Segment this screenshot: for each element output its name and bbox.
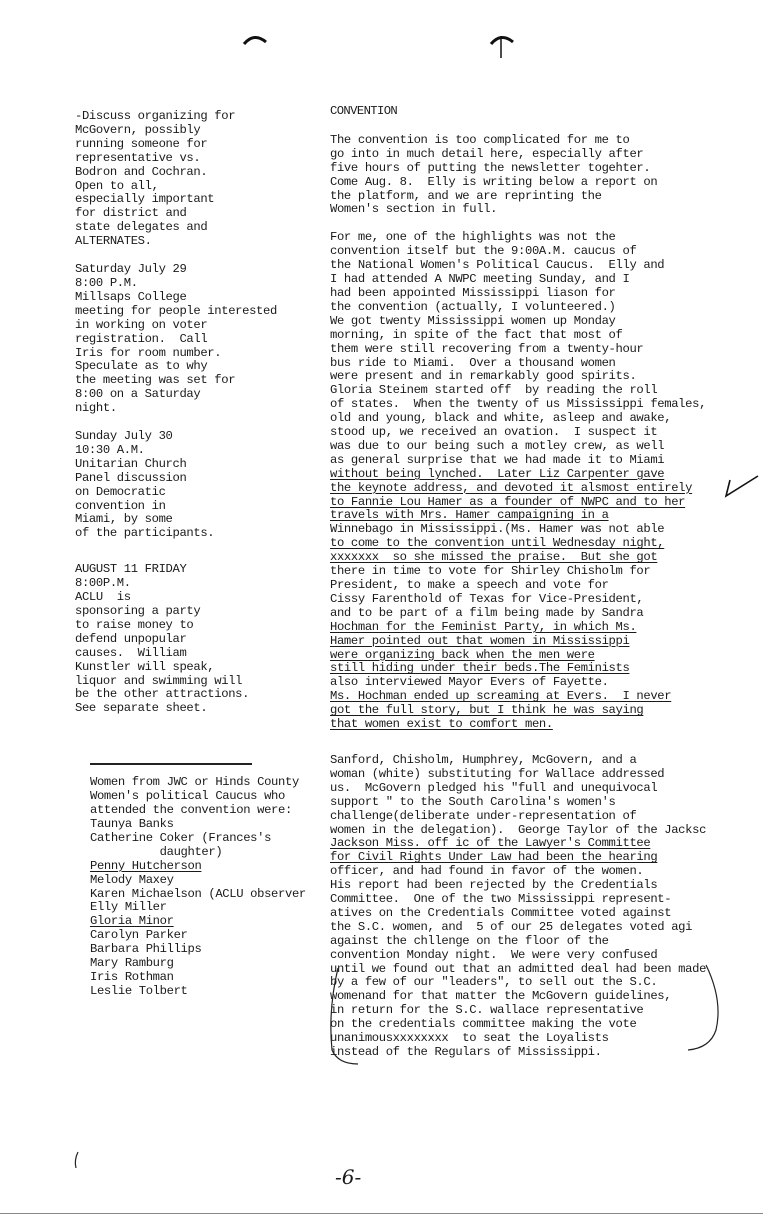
text-line: support " to the South Carolina's women's	[330, 794, 616, 809]
page-number: -6-	[335, 1165, 362, 1189]
text-line: Committee. One of the two Mississippi represent-	[330, 892, 672, 907]
text-line: had been appointed Mississippi liason for	[330, 285, 616, 300]
attendee-name: Mary Ramburg	[90, 956, 174, 971]
event-saturday-july-29	[75, 263, 325, 416]
paragraph-intro	[330, 134, 750, 217]
text-line: the National Women's Political Caucus. Elly and	[330, 258, 665, 273]
text-line: to Fannie Lou Hamer as a founder of NWPC and to her	[330, 494, 686, 509]
text-line: Cissy Farenthold of Texas for Vice-President,	[330, 591, 644, 606]
text-line: were organizing back when the men were	[330, 647, 595, 662]
attendee-name: Iris Rothman	[90, 969, 174, 984]
text-line: against the chllenge on the floor of the	[330, 933, 609, 948]
text-line: five hours of putting the newsletter togehter.	[330, 160, 651, 175]
text-line: without being lynched. Later Liz Carpenter gave	[330, 466, 665, 481]
text-line: 8:00 on a Saturday	[75, 387, 201, 402]
text-line: convention itself but the 9:00A.M. caucus of	[330, 244, 637, 259]
text-line: Bodron and Cochran.	[75, 164, 208, 179]
text-line: state delegates and	[75, 220, 208, 235]
attendee-name: Barbara Phillips	[90, 942, 202, 957]
attendee-name: Penny Hutcherson	[90, 858, 202, 873]
text-line: by a few of our "leaders", to sell out the S.C.	[330, 975, 658, 990]
hole-punch-mark-right	[487, 30, 517, 60]
text-line: morning, in spite of the fact that most of	[330, 327, 623, 342]
stray-mark	[72, 1150, 82, 1170]
text-line: that women exist to comfort men.	[330, 717, 553, 732]
text-line: President, to make a speech and vote for	[330, 578, 609, 592]
left-column	[75, 110, 325, 999]
attendee-name: Carolyn Parker	[90, 928, 188, 943]
text-line: Women from JWC or Hinds County	[90, 775, 299, 790]
text-line: running someone for	[75, 136, 208, 151]
text-line: liquor and swimming will	[75, 673, 243, 688]
text-line: of the participants.	[75, 526, 215, 541]
text-line: unanimousxxxxxxxx to seat the Loyalists	[330, 1031, 609, 1046]
text-line: Millsaps College	[75, 289, 187, 304]
text-line: Iris for room number.	[75, 345, 222, 360]
attendee-name: Karen Michaelson (ACLU observer	[90, 886, 306, 901]
text-line: McGovern, possibly	[75, 122, 201, 137]
text-line: ACLU is	[75, 590, 131, 605]
text-line: of states. When the twenty of us Mississippi females,	[330, 397, 707, 412]
text-line: were present and in remarkably good spirits.	[330, 369, 637, 384]
text-line: causes. William	[75, 645, 187, 660]
text-line: until we found out that an admitted deal had been made	[330, 961, 707, 976]
attendee-name: Catherine Coker (Frances's	[90, 830, 272, 845]
text-line: officer, and had found in favor of the women.	[330, 864, 644, 879]
attendee-name: Leslie Tolbert	[90, 983, 188, 998]
text-line: Come Aug. 8. Elly is writing below a report on	[330, 174, 658, 189]
text-line: as general surprise that we had made it to Miami	[330, 452, 665, 467]
text-line: still hiding under their beds.The Feminists	[330, 661, 630, 676]
text-line: Hamer pointed out that women in Mississippi	[330, 633, 630, 648]
text-line: 8:00 P.M.	[75, 275, 138, 290]
text-line: instead of the Regulars of Mississippi.	[330, 1045, 602, 1059]
text-line: atives on the Credentials Committee voted against	[330, 905, 672, 920]
text-line: stood up, we received an ovation. I suspect it	[330, 425, 658, 440]
text-line: AUGUST 11 FRIDAY	[75, 562, 187, 577]
text-line: Women's political Caucus who	[90, 789, 285, 804]
text-line: 8:00P.M.	[75, 576, 131, 591]
text-line: challenge(deliberate under-representation of	[330, 808, 637, 823]
attendee-name: daughter)	[90, 844, 223, 859]
text-line: attended the convention were:	[90, 803, 292, 818]
paragraph-highlights	[330, 231, 750, 732]
text-line: convention Monday night. We were very confused	[330, 947, 658, 962]
text-line: defend unpopular	[75, 631, 187, 646]
text-line: The convention is too complicated for me to	[330, 132, 630, 147]
scan-edge-line	[0, 1213, 763, 1214]
text-line: on Democratic	[75, 484, 166, 499]
text-line: in working on voter	[75, 317, 208, 332]
text-line: Unitarian Church	[75, 456, 187, 471]
text-line: xxxxxxx so she missed the praise. But she got	[330, 550, 658, 565]
text-line: See separate sheet.	[75, 701, 208, 716]
text-line: go into in much detail here, especially after	[330, 146, 644, 161]
text-line: woman (white) substituting for Wallace addressed	[330, 766, 665, 781]
attendee-name: Elly Miller	[90, 900, 167, 915]
text-line: old and young, black and white, asleep and awake,	[330, 411, 672, 426]
text-line: Speculate as to why	[75, 359, 208, 374]
text-line: Ms. Hochman ended up screaming at Evers. I never	[330, 689, 672, 704]
text-line: Sanford, Chisholm, Humphrey, McGovern, and a	[330, 752, 637, 767]
text-line: them were still recovering from a twenty-hour	[330, 341, 644, 356]
text-line: the meeting was set for	[75, 373, 236, 388]
text-line: the convention (actually, I volunteered.)	[330, 299, 616, 314]
text-line: there in time to vote for Shirley Chisholm for	[330, 564, 651, 579]
text-line: Saturday July 29	[75, 262, 187, 277]
attendees-intro	[90, 776, 325, 818]
text-line: for district and	[75, 206, 187, 221]
text-line: in return for the S.C. wallace representative	[330, 1003, 644, 1018]
text-line: For me, one of the highlights was not the	[330, 230, 616, 245]
text-line: to raise money to	[75, 617, 194, 632]
text-line: representative vs.	[75, 150, 201, 165]
text-line: Sunday July 30	[75, 429, 173, 444]
section-heading: CONVENTION	[330, 104, 398, 118]
text-line: bus ride to Miami. Over a thousand women	[330, 355, 616, 370]
text-line: ALTERNATES.	[75, 234, 152, 249]
text-line: be the other attractions.	[75, 687, 250, 702]
text-line: for Civil Rights Under Law had been the hearing	[330, 850, 658, 865]
text-line: -Discuss organizing for	[75, 109, 236, 123]
event-august-11	[75, 563, 325, 716]
text-line: the keynote address, and devoted it alsmost entirely	[330, 480, 693, 495]
attendee-name: Melody Maxey	[90, 872, 174, 887]
text-line: Winnebago in Mississippi.(Ms. Hamer was not able	[330, 522, 665, 537]
text-line: travels with Mrs. Hamer campaigning in a	[330, 508, 609, 523]
text-line: I had attended A NWPC meeting Sunday, and I	[330, 272, 630, 287]
text-line: convention in	[75, 498, 166, 513]
text-line: the S.C. women, and 5 of our 25 delegates voted agi	[330, 919, 693, 934]
text-line: We got twenty Mississippi women up Monday	[330, 313, 616, 328]
text-line: Hochman for the Feminist Party, in which Ms.	[330, 619, 637, 634]
text-line: women in the delegation). George Taylor of the Jacksc	[330, 822, 707, 837]
text-line: His report had been rejected by the Credentials	[330, 878, 658, 893]
text-line: womenand for that matter the McGovern guidelines,	[330, 989, 672, 1004]
text-line: Women's section in full.	[330, 202, 498, 217]
text-line: registration. Call	[75, 331, 208, 346]
event-sunday-july-30	[75, 430, 325, 541]
text-line: and to be part of a film being made by Sandra	[330, 605, 644, 620]
text-line: Jackson Miss. off ic of the Lawyer's Committee	[330, 836, 651, 851]
text-line: Panel discussion	[75, 470, 187, 485]
text-line: was due to our being such a motley crew, as well	[330, 438, 665, 453]
text-line: on the credentials committee making the vote	[330, 1017, 637, 1032]
attendee-list	[90, 818, 325, 999]
text-line: also interviewed Mayor Evers of Fayette.	[330, 675, 609, 690]
attendee-name: Gloria Minor	[90, 914, 174, 929]
text-line: Kunstler will speak,	[75, 659, 215, 674]
text-line: got the full story, but I think he was saying	[330, 703, 644, 718]
event-organizing-mcgovern	[75, 110, 325, 249]
hole-punch-mark-left	[240, 30, 270, 50]
text-line: Gloria Steinem started off by reading the roll	[330, 383, 658, 398]
text-line: night.	[75, 401, 117, 416]
text-line: to come to the convention until Wednesday night,	[330, 536, 665, 551]
checkmark-icon	[722, 470, 762, 500]
text-line: the platform, and we are reprinting the	[330, 188, 602, 203]
bracket-annotation	[318, 960, 728, 1070]
text-line: Miami, by some	[75, 512, 173, 527]
text-line: Open to all,	[75, 178, 159, 193]
text-line: us. McGovern pledged his "full and unequivocal	[330, 780, 658, 795]
text-line: sponsoring a party	[75, 604, 201, 618]
section-divider	[90, 763, 252, 765]
text-line: meeting for people interested	[75, 303, 277, 318]
text-line: 10:30 A.M.	[75, 442, 145, 457]
text-line: especially important	[75, 192, 215, 207]
attendee-name: Taunya Banks	[90, 816, 174, 831]
right-column	[330, 105, 750, 1060]
